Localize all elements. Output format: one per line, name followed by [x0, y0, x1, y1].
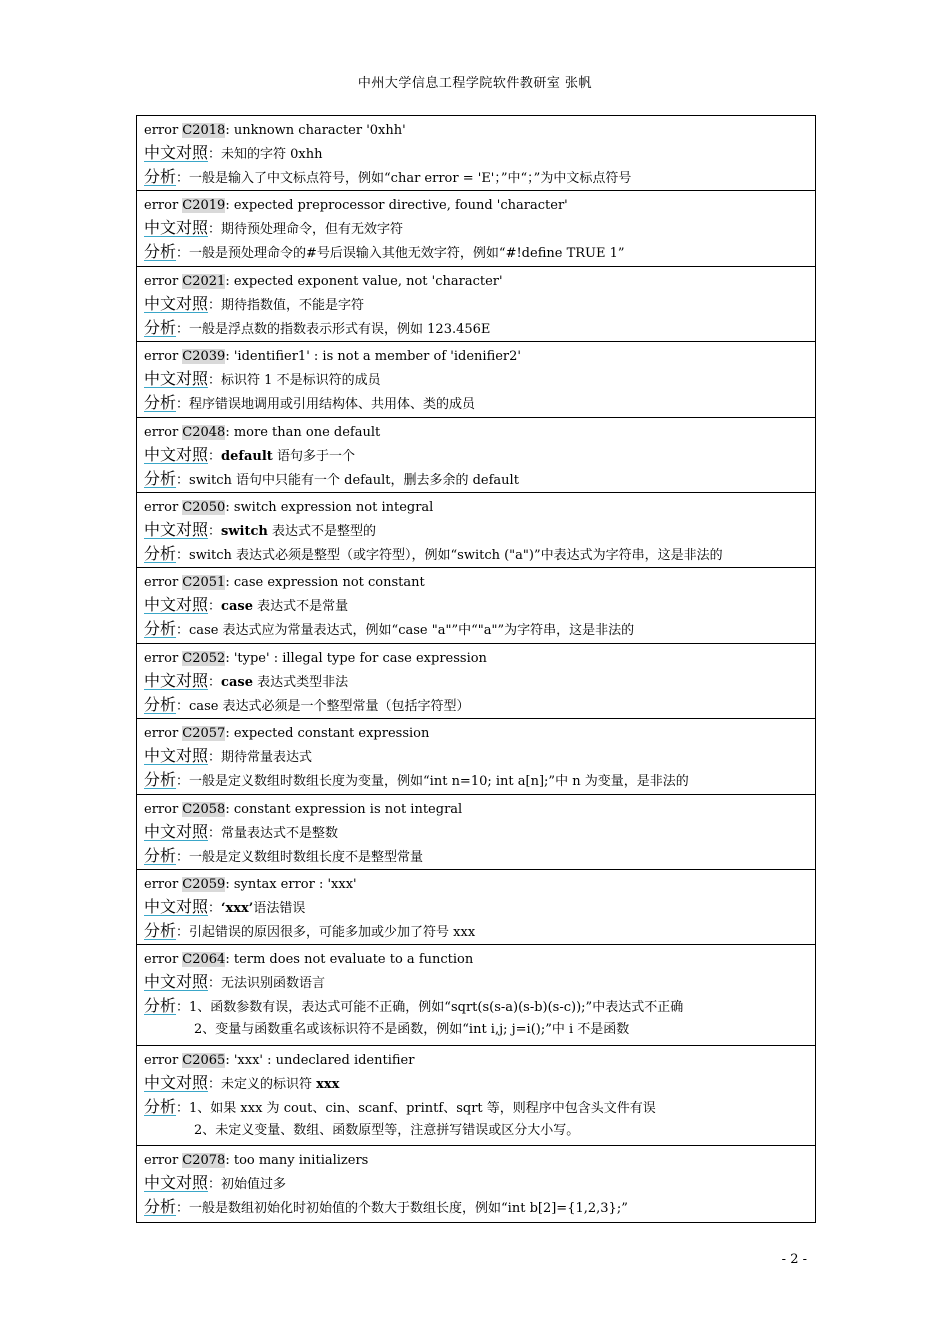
label-colon: ： [176, 774, 190, 790]
error-code: C2052 [182, 650, 226, 666]
analysis-label: 分析 [144, 543, 177, 563]
error-code: C2059 [182, 876, 226, 892]
analysis-text: 2、未定义变量、数组、函数原型等，注意拼写错误或区分大小写。 [194, 1122, 580, 1138]
analysis-text: switch 语句中只能有一个 default，删去多余的 default [189, 472, 519, 488]
error-code: C2050 [182, 499, 226, 515]
label-colon: ： [176, 397, 190, 413]
analysis-line [144, 391, 815, 415]
error-entry [137, 795, 815, 870]
chinese-text: 语句多于一个 [272, 448, 355, 464]
chinese-line [144, 443, 815, 467]
error-prefix: error [144, 273, 183, 289]
error-entry [137, 644, 815, 719]
chinese-text: 常量表达式不是整数 [221, 825, 339, 841]
label-colon: ： [208, 147, 222, 162]
chinese-line [144, 141, 815, 165]
label-colon: ： [176, 472, 190, 488]
chinese-text: 标识符 1 不是标识符的成员 [221, 373, 381, 389]
label-colon: ： [208, 373, 222, 389]
error-entry [137, 116, 815, 191]
analysis-label: 分析 [144, 845, 177, 865]
analysis-text: 2、变量与函数重名或该标识符不是函数，例如“int i,j; j=i();”中 i 不是函数 [194, 1022, 630, 1038]
analysis-line [144, 994, 815, 1018]
error-line [144, 272, 815, 292]
chinese-label: 中文对照 [144, 821, 209, 841]
chinese-text: 期待预处理命令，但有无效字符 [221, 222, 404, 238]
error-table [136, 115, 816, 1223]
error-prefix: error [144, 1153, 183, 1169]
analysis-text: 1、函数参数有误，表达式可能不正确，例如“sqrt(s(s-a)(s-b)(s-c));”中表达式不正确 [189, 1000, 684, 1016]
chinese-keyword: case [221, 599, 253, 615]
chinese-keyword: xxx [316, 1076, 340, 1092]
analysis-text: 一般是浮点数的指数表示形式有误，例如 123.456E [189, 321, 491, 337]
chinese-line [144, 518, 815, 542]
label-colon: ： [176, 849, 190, 865]
chinese-label: 中文对照 [144, 519, 209, 539]
analysis-text: switch 表达式必须是整型（或字符型），例如“switch ("a")”中表达式为字符串，这是非法的 [189, 547, 723, 563]
analysis-line [144, 617, 815, 641]
analysis-line [144, 467, 815, 491]
label-colon: ： [208, 825, 222, 841]
analysis-label: 分析 [144, 317, 177, 337]
chinese-line [144, 1071, 815, 1095]
label-colon: ： [176, 171, 190, 186]
error-entry [137, 267, 815, 342]
analysis-line [144, 542, 815, 566]
label-colon: ： [176, 1000, 190, 1016]
error-message: : expected exponent value, not 'character' [225, 273, 503, 289]
error-line [144, 573, 815, 593]
error-entry [137, 1146, 815, 1221]
analysis-label: 分析 [144, 468, 177, 488]
analysis-label: 分析 [144, 770, 177, 790]
page-header: 中州大学信息工程学院软件教研室 张帆 [357, 76, 593, 91]
error-code: C2078 [182, 1153, 226, 1169]
analysis-line [144, 240, 815, 264]
analysis-label: 分析 [144, 167, 177, 186]
error-prefix: error [144, 876, 183, 892]
analysis-line-2 [144, 1119, 815, 1143]
error-code: C2058 [182, 801, 226, 817]
analysis-text: 程序错误地调用或引用结构体、共用体、类的成员 [189, 397, 476, 413]
error-message: : term does not evaluate to a function [225, 952, 474, 968]
analysis-text: 一般是预处理命令的#号后误输入其他无效字符，例如“#!define TRUE 1” [189, 246, 625, 262]
error-message: : switch expression not integral [225, 499, 434, 515]
label-colon: ： [176, 623, 190, 639]
label-colon: ： [176, 246, 190, 262]
error-prefix: error [144, 499, 183, 515]
analysis-label: 分析 [144, 694, 177, 714]
analysis-line [144, 165, 815, 189]
chinese-text: 期待常量表达式 [221, 750, 313, 766]
analysis-line [144, 919, 815, 943]
analysis-text: 一般是输入了中文标点符号，例如“char error = 'E'；”中“；”为中文标点符号 [189, 171, 632, 186]
chinese-keyword: switch [221, 523, 268, 539]
chinese-line [144, 744, 815, 768]
label-colon: ： [208, 448, 222, 464]
error-message: : more than one default [225, 424, 381, 440]
chinese-label: 中文对照 [144, 293, 209, 313]
chinese-label: 中文对照 [144, 218, 209, 238]
chinese-label: 中文对照 [144, 143, 209, 162]
chinese-label: 中文对照 [144, 369, 209, 389]
chinese-label: 中文对照 [144, 896, 209, 916]
label-colon: ： [208, 976, 222, 992]
label-colon: ： [208, 222, 222, 238]
analysis-line-2 [144, 1018, 815, 1042]
error-code: C2048 [182, 424, 226, 440]
error-message: : constant expression is not integral [225, 801, 463, 817]
error-message: : 'type' : illegal type for case expression [225, 650, 487, 666]
analysis-line [144, 316, 815, 340]
chinese-label: 中文对照 [144, 595, 209, 615]
analysis-label: 分析 [144, 1197, 177, 1217]
chinese-label: 中文对照 [144, 1072, 209, 1092]
error-code: C2019 [182, 198, 226, 214]
label-colon: ： [176, 1201, 190, 1217]
analysis-label: 分析 [144, 920, 177, 940]
analysis-text: 一般是定义数组时数组长度不是整型常量 [189, 849, 424, 865]
label-colon: ： [176, 924, 190, 940]
label-colon: ： [208, 674, 222, 690]
analysis-text: 一般是定义数组时数组长度为变量，例如“int n=10; int a[n];”中 n 为变量，是非法的 [189, 774, 689, 790]
error-line [144, 498, 815, 518]
error-prefix: error [144, 1052, 183, 1068]
chinese-line [144, 820, 815, 844]
chinese-text: 语法错误 [253, 900, 306, 916]
analysis-label: 分析 [144, 619, 177, 639]
error-entry [137, 945, 815, 1046]
chinese-label: 中文对照 [144, 444, 209, 464]
chinese-keyword: ‘xxx’ [221, 900, 254, 916]
error-message: : 'identifier1' : is not a member of 'idenifier2' [225, 349, 521, 365]
error-line [144, 950, 815, 970]
label-colon: ： [208, 900, 222, 916]
chinese-label: 中文对照 [144, 670, 209, 690]
chinese-text: 表达式不是常量 [252, 599, 349, 615]
analysis-text: 引起错误的原因很多，可能多加或少加了符号 xxx [189, 924, 476, 940]
chinese-line [144, 970, 815, 994]
error-entry [137, 870, 815, 945]
label-colon: ： [176, 1100, 190, 1116]
chinese-text: 初始值过多 [221, 1177, 287, 1193]
analysis-text: 1、如果 xxx 为 cout、cin、scanf、printf、sqrt 等，则程序中包含头文件有误 [189, 1100, 656, 1116]
label-colon: ： [176, 698, 190, 714]
chinese-text: 未知的字符 0xhh [221, 147, 323, 162]
analysis-line [144, 768, 815, 792]
label-colon: ： [176, 547, 190, 563]
error-entry [137, 191, 815, 266]
page-number: - 2 - [781, 1252, 807, 1267]
error-prefix: error [144, 349, 183, 365]
error-prefix: error [144, 198, 183, 214]
error-line [144, 875, 815, 895]
chinese-line [144, 292, 815, 316]
error-message: : syntax error : 'xxx' [225, 876, 357, 892]
analysis-label: 分析 [144, 996, 177, 1016]
error-code: C2039 [182, 349, 226, 365]
error-prefix: error [144, 424, 183, 440]
error-prefix: error [144, 726, 183, 742]
analysis-label: 分析 [144, 242, 177, 262]
chinese-keyword: default [221, 448, 273, 464]
label-colon: ： [208, 523, 222, 539]
label-colon: ： [208, 297, 222, 313]
error-code: C2057 [182, 726, 226, 742]
error-message: : expected constant expression [225, 726, 430, 742]
error-code: C2051 [182, 575, 226, 591]
chinese-line [144, 216, 815, 240]
analysis-label: 分析 [144, 1096, 177, 1116]
error-code: C2021 [182, 273, 226, 289]
analysis-text: 一般是数组初始化时初始值的个数大于数组长度，例如“int b[2]={1,2,3};” [189, 1201, 628, 1217]
analysis-label: 分析 [144, 393, 177, 413]
label-colon: ： [208, 750, 222, 766]
error-line [144, 1051, 815, 1071]
error-entry [137, 719, 815, 794]
error-line [144, 1151, 815, 1171]
chinese-line [144, 367, 815, 391]
analysis-line [144, 1195, 815, 1219]
error-line [144, 649, 815, 669]
analysis-text: case 表达式必须是一个整型常量（包括字符型） [189, 698, 470, 714]
error-line [144, 724, 815, 744]
chinese-keyword: case [221, 674, 253, 690]
chinese-line [144, 1171, 815, 1195]
error-entry [137, 568, 815, 643]
chinese-text: 表达式不是整型的 [267, 523, 376, 539]
error-message: : 'xxx' : undeclared identifier [225, 1052, 415, 1068]
chinese-text: 无法识别函数语言 [221, 976, 326, 992]
error-code: C2018 [182, 123, 226, 138]
chinese-text: 表达式类型非法 [252, 674, 349, 690]
analysis-text: case 表达式应为常量表达式，例如“case "a"”中“"a"”为字符串，这是非法的 [189, 623, 635, 639]
error-message: : expected preprocessor directive, found 'character' [225, 198, 568, 214]
chinese-text: 未定义的标识符 [221, 1076, 317, 1092]
chinese-label: 中文对照 [144, 1173, 209, 1193]
analysis-line [144, 844, 815, 868]
error-prefix: error [144, 801, 183, 817]
error-entry [137, 1046, 815, 1147]
analysis-line [144, 1095, 815, 1119]
label-colon: ： [208, 1076, 222, 1092]
error-code: C2065 [182, 1052, 226, 1068]
chinese-label: 中文对照 [144, 746, 209, 766]
error-line [144, 800, 815, 820]
chinese-line [144, 593, 815, 617]
chinese-text: 期待指数值，不能是字符 [221, 297, 365, 313]
error-message: : too many initializers [225, 1153, 369, 1169]
label-colon: ： [208, 599, 222, 615]
error-message: : unknown character '0xhh' [225, 123, 406, 138]
error-entry [137, 493, 815, 568]
chinese-label: 中文对照 [144, 972, 209, 992]
label-colon: ： [176, 321, 190, 337]
analysis-line [144, 693, 815, 717]
error-prefix: error [144, 575, 183, 591]
error-line [144, 347, 815, 367]
error-entry [137, 418, 815, 493]
error-line [144, 423, 815, 443]
error-entry [137, 342, 815, 417]
error-prefix: error [144, 123, 183, 138]
error-line [144, 196, 815, 216]
chinese-line [144, 895, 815, 919]
label-colon: ： [208, 1177, 222, 1193]
error-message: : case expression not constant [225, 575, 425, 591]
error-prefix: error [144, 952, 183, 968]
error-line [144, 121, 815, 141]
chinese-line [144, 669, 815, 693]
error-code: C2064 [182, 952, 226, 968]
error-prefix: error [144, 650, 183, 666]
